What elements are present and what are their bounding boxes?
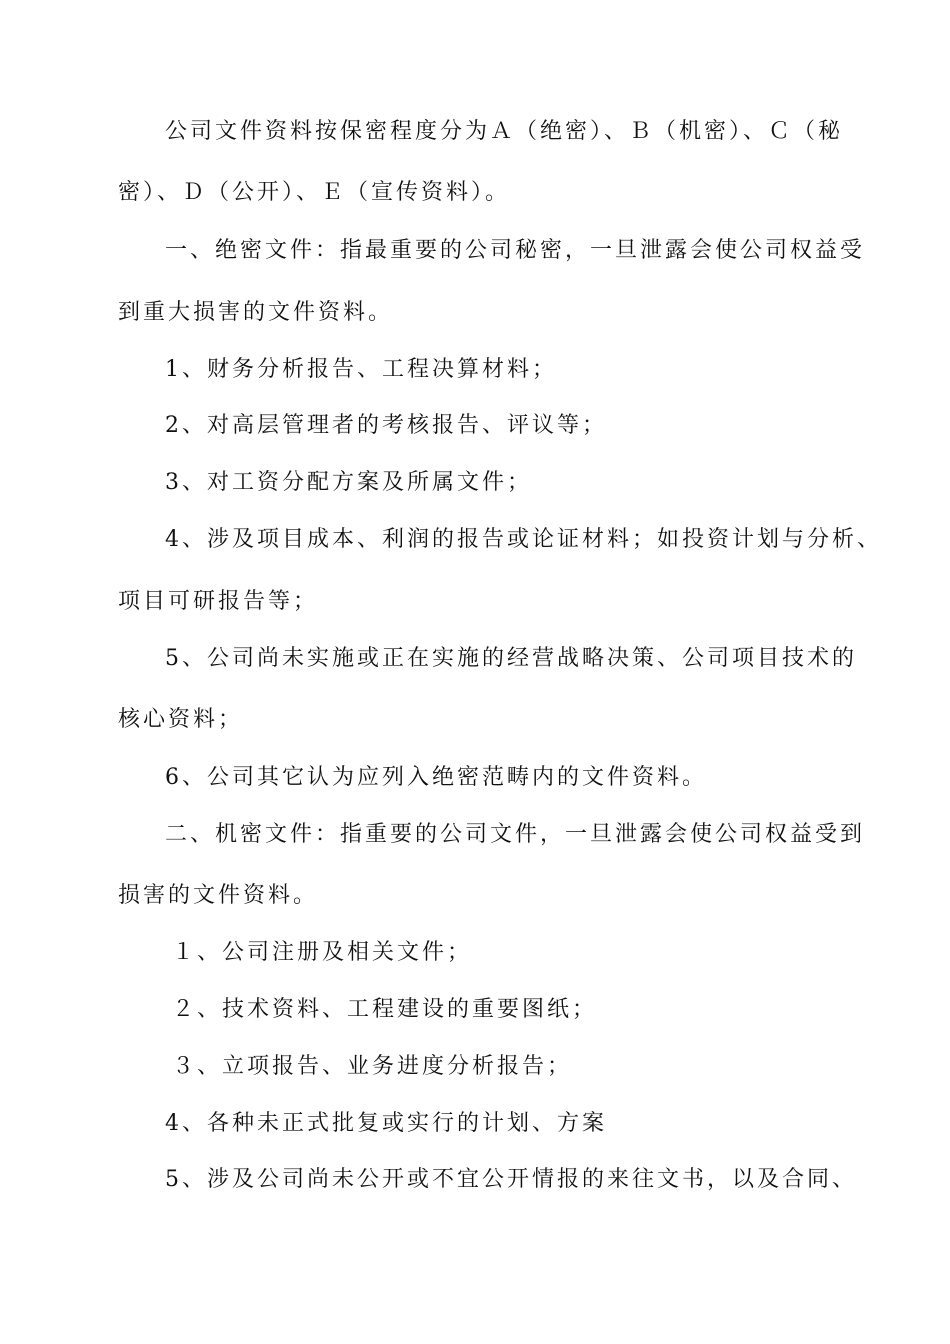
list-item-3: 3、对工资分配方案及所属文件；	[165, 470, 532, 495]
list-item-8: ２、技术资料、工程建设的重要图纸；	[172, 997, 598, 1022]
list-item-4: 4、涉及项目成本、利润的报告或论证材料；如投资计划与分析、	[165, 527, 882, 552]
list-item-4-continued: 项目可研报告等；	[118, 589, 319, 614]
paragraph-line-1: 公司文件资料按保密程度分为Ａ（绝密）、Ｂ（机密）、Ｃ（秘	[165, 119, 844, 144]
list-item-7: １、公司注册及相关文件；	[172, 940, 473, 965]
list-item-6: 6、公司其它认为应列入绝密范畴内的文件资料。	[165, 765, 707, 790]
paragraph-line-4: 到重大损害的文件资料。	[118, 300, 394, 325]
paragraph-line-3: 一、绝密文件：指最重要的公司秘密，一旦泄露会使公司权益受	[165, 238, 866, 263]
paragraph-line-6: 损害的文件资料。	[118, 883, 319, 908]
list-item-1: 1、财务分析报告、工程决算材料；	[165, 357, 557, 382]
list-item-5-continued: 核心资料；	[118, 707, 244, 732]
list-item-10: 4、各种未正式批复或实行的计划、方案	[165, 1111, 607, 1136]
paragraph-line-2: 密）、Ｄ（公开）、Ｅ（宣传资料）。	[118, 180, 511, 205]
list-item-11: 5、涉及公司尚未公开或不宜公开情报的来往文书，以及合同、	[165, 1167, 857, 1192]
list-item-2: 2、对高层管理者的考核报告、评议等；	[165, 413, 607, 438]
list-item-5: 5、公司尚未实施或正在实施的经营战略决策、公司项目技术的	[165, 646, 857, 671]
list-item-9: ３、立项报告、业务进度分析报告；	[172, 1054, 573, 1079]
paragraph-line-5: 二、机密文件：指重要的公司文件，一旦泄露会使公司权益受到	[165, 822, 866, 847]
